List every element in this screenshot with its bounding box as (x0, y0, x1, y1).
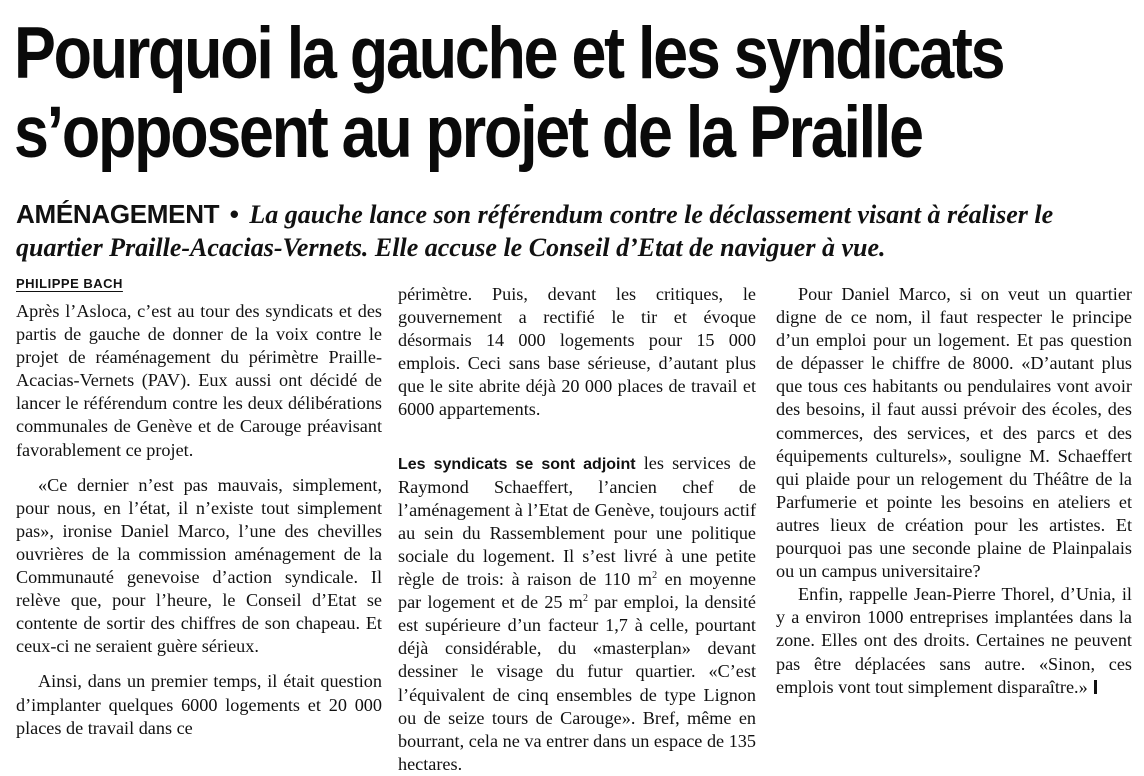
paragraph-end (776, 583, 1132, 698)
headline-line-1: Pourquoi la gauche et les syndicats (14, 13, 1004, 94)
article-column-2 (398, 283, 756, 774)
superscript: 2 (582, 593, 588, 605)
lead-in: Les syndicats se sont adjoint (398, 455, 636, 473)
paragraph: Pour Daniel Marco, si on veut un quartier digne de ce nom, il faut respecter le principe d’un emploi pour un logement. Et pas question de dépasser le chiffre de 8000. «D’autant plus que tous ces habitants ou pendulaires vont avoir des besoins, il faut aussi prévoir des écoles, des commerces, des services, et des parcs et des équipements culturels», souligne M. Schaeffert qui plaide pour un relogement du Théâtre de la Parfumerie et pointe les besoins en ateliers et autres lieux de création pour les artistes. Et pourquoi pas une seconde plaine de Plainpalais ou un campus universitaire? (776, 284, 1132, 582)
bullet-separator: • (229, 199, 239, 229)
rubric-label: AMÉNAGEMENT (16, 199, 220, 229)
paragraph-text: en moyenne par logement et de 25 m (398, 569, 756, 613)
article-column-1 (16, 300, 382, 760)
paragraph: Après l’Asloca, c’est au tour des syndicats et des partis de gauche de donner de la voix contre le projet de réaménagement du périmètre Praille-Acacias-Vernets (PAV). Eux aussi ont décidé de lancer le référendum contre les deux délibérations communales de Genève et de Carouge préavisant favorablement ce projet. (16, 301, 382, 460)
paragraph: «Ce dernier n’est pas mauvais, simplement, pour nous, en l’état, il n’existe tout simplement pas», ironise Daniel Marco, l’une des chevilles ouvrières de la commission aménagement de la Communauté genevoise d’action syndicale. Il relève que, pour l’heure, le Conseil d’Etat se contente de sortir des chiffres de son chapeau. Et ceux-ci ne seraient guère sérieux. (16, 474, 382, 657)
paragraph-text: Enfin, rappelle Jean-Pierre Thorel, d’Unia, il y a environ 1000 entreprises implantées dans la zone. Elles ont des droits. Certaines ne peuvent pas être déplacées sans autre. «Sinon, ces emplois vont tout simplement disparaître.» (776, 584, 1132, 697)
headline (14, 13, 1004, 173)
article-column-3 (776, 283, 1132, 743)
paragraph-text: par emploi, la densité est supérieure d’un facteur 1,7 à celle, pourtant déjà considérable, du «masterplan» devant dessiner le visage du futur quartier. «C’est l’équivalent de cinq ensembles de type Lignon ou de seize tours de Carouge». Bref, même en bourrant, cela ne va entrer dans un espace de 135 hectares. (398, 592, 756, 774)
paragraph-text: les services de Raymond Schaeffert, l’ancien chef de l’aménagement à l’Etat de Genève, toujours actif au sein du Rassemblement pour une politique sociale du logement. Il s’est livré à une petite règle de trois: à raison de 110 m (398, 452, 756, 590)
standfirst-text: La gauche lance son référendum contre le déclassement visant à réaliser le quartier Praille-Acacias-Vernets. Elle accuse le Conseil d’Etat de naviguer à vue. (16, 200, 1054, 262)
superscript: 2 (652, 569, 658, 581)
standfirst-block (16, 198, 1136, 264)
end-of-article-mark (1094, 680, 1097, 694)
headline-line-2: s’opposent au projet de la Praille (14, 92, 922, 173)
byline: PHILIPPE BACH (16, 276, 123, 291)
paragraph-with-lead-in (398, 452, 756, 776)
paragraph: Ainsi, dans un premier temps, il était question d’implanter quelques 6000 logements et 20 000 places de travail dans ce (16, 671, 382, 738)
paragraph: périmètre. Puis, devant les critiques, le gouvernement a rectifié le tir et évoque désormais 14 000 logements pour 15 000 emplois. Ceci sans base sérieuse, d’autant plus que le site abrite déjà 20 000 places de travail et 6000 appartements. (398, 284, 756, 420)
